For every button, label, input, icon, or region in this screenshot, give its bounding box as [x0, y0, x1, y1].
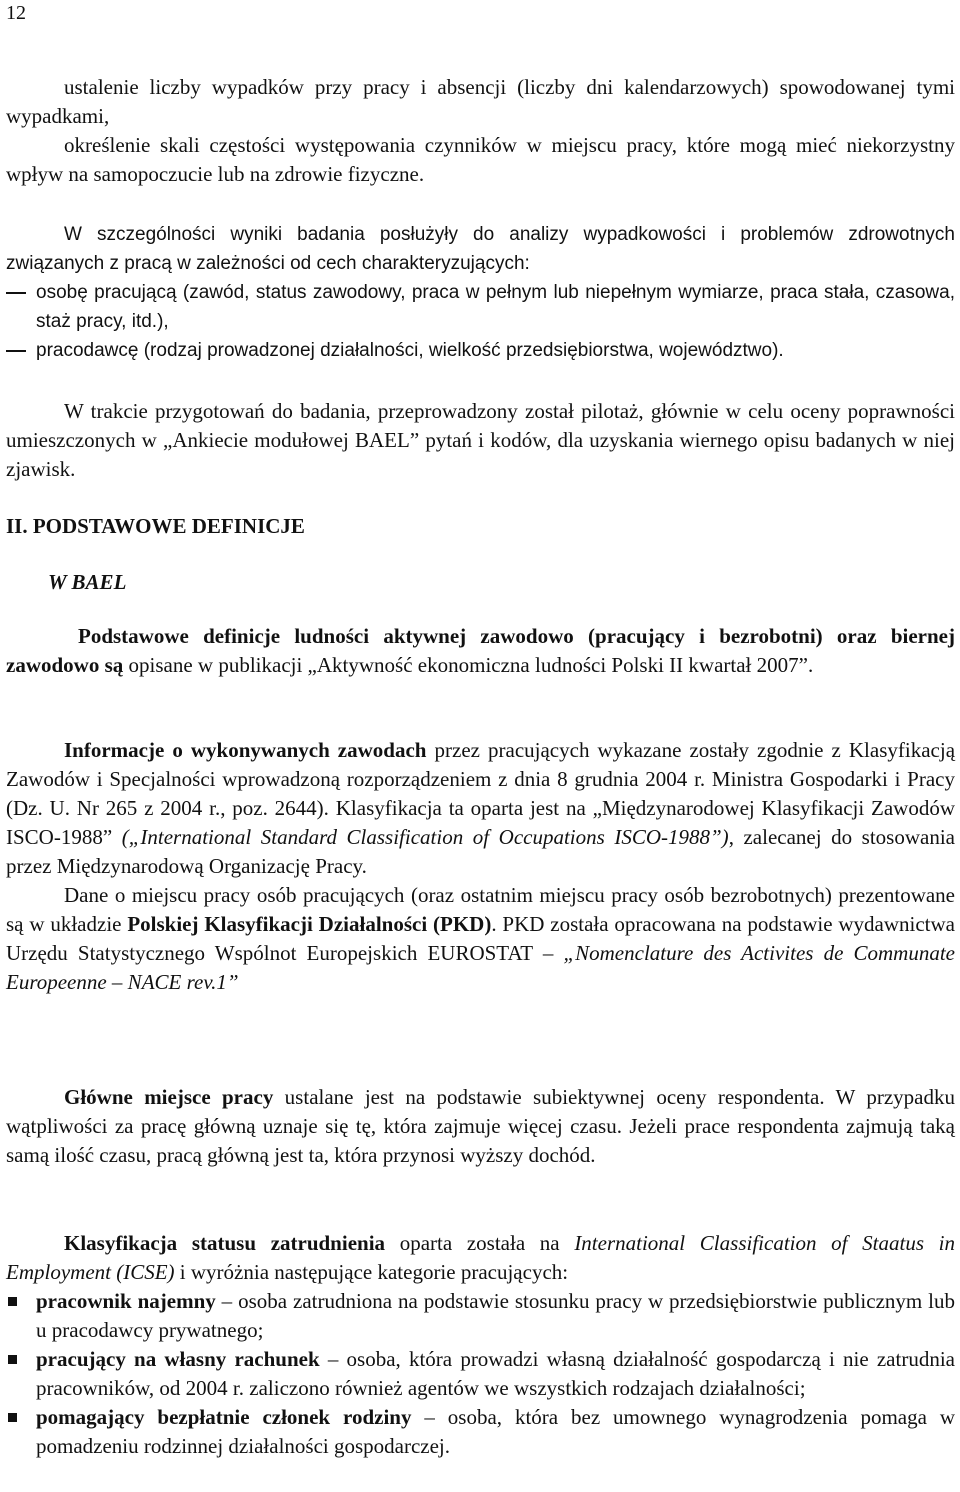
analysis-intro: W szczególności wyniki badania posłużyły do analizy wypadkowości i problemów zdrowotnych związanych z pracą w zależności od cech charakteryzujących:: [6, 224, 955, 274]
dash-bullet: [6, 350, 26, 352]
square-bullet: [8, 1413, 17, 1422]
subsection-heading: [48, 568, 648, 597]
list-item: pracownik najemny – osoba zatrudniona na podstawie stosunku pracy w przedsiębiorstwie publicznym lub u pracodawcy prywatnego;: [6, 1287, 955, 1345]
paragraph-pilot: [6, 397, 955, 484]
list-item: pracodawcę (rodzaj prowadzonej działalności, wielkość przedsiębiorstwa, województwo).: [6, 336, 955, 365]
basic-definitions-text: Podstawowe definicje ludności aktywnej zawodowo (pracujący i bezrobotni) oraz biernej zawodowo są opisane w publikacji „Aktywność ekonomiczna ludności Polski II kwartał 2007”.: [6, 624, 955, 677]
list-item: pracujący na własny rachunek – osoba, która prowadzi własną działalność gospodarczą i nie zatrudnia pracowników, od 2004 r. zaliczono również agentów we wszystkich rodzajach działalności;: [6, 1345, 955, 1403]
paragraph-basic-definitions: [6, 622, 955, 680]
goal-line: określenie skali częstości występowania czynników w miejscu pracy, które mogą mieć niekorzystny wpływ na samopoczucie lub na zdrowie fizyczne.: [6, 133, 955, 186]
paragraph-occupations: [6, 736, 955, 997]
page-number: 12: [6, 2, 26, 24]
paragraph-analysis: [6, 220, 955, 365]
square-bullet: [8, 1297, 17, 1306]
employment-categories-list: [6, 1287, 955, 1461]
section-title: II. PODSTAWOWE DEFINICJE: [6, 514, 305, 538]
paragraph-survey-goals: [6, 73, 955, 189]
workplace-text: Dane o miejscu pracy osób pracujących (oraz ostatnim miejscu pracy osób bezrobotnych) prezentowane są w układzie Polskiej Klasyfikacji Działalności (PKD). PKD została opracowana na podstawie wydawnictwa Urzędu Statystycznego Wspólnot Europejskich EUROSTAT – „Nomenclature des Activites de Communate Europeenne – NACE rev.1”: [6, 883, 955, 994]
list-item: pomagający bezpłatnie członek rodziny – osoba, która bez umownego wynagrodzenia pomaga w pomadzeniu rodzinnej działalności gospodarczej.: [6, 1403, 955, 1461]
paragraph-employment-status: [6, 1229, 955, 1461]
square-bullet: [8, 1355, 17, 1364]
goal-line: ustalenie liczby wypadków przy pracy i absencji (liczby dni kalendarzowych) spowodowanej tymi wypadkami,: [6, 75, 955, 128]
main-workplace-text: Główne miejsce pracy ustalane jest na podstawie subiektywnej oceny respondenta. W przypadku wątpliwości za pracę główną uznaje się tę, która zajmuje więcej czasu. Jeżeli prace respondenta zajmują taką samą ilość czasu, pracą główną jest ta, która przynosi wyższy dochód.: [6, 1085, 955, 1167]
subsection-title: W BAEL: [48, 570, 127, 594]
section-heading: [6, 512, 955, 541]
dash-bullet: [6, 292, 26, 294]
employment-status-intro: Klasyfikacja statusu zatrudnienia oparta została na International Classification of Staatus in Employment (ICSE) i wyróżnia następujące kategorie pracujących:: [6, 1231, 956, 1284]
characteristics-list: [6, 278, 955, 365]
occupations-text: Informacje o wykonywanych zawodach przez pracujących wykazane zostały zgodnie z Klasyfikacją Zawodów i Specjalności wprowadzoną rozporządzeniem z dnia 8 grudnia 2004 r. Ministra Gospodarki i Pracy (Dz. U. Nr 265 z 2004 r., poz. 2644). Klasyfikacja ta oparta jest na „Międzynarodowej Klasyfikacji Zawodów ISCO-1988” („International Standard Classification of Occupations ISCO-1988”), zalecanej do stosowania przez Międzynarodową Organizację Pracy.: [6, 738, 956, 878]
paragraph-main-workplace: [6, 1083, 955, 1170]
list-item: osobę pracującą (zawód, status zawodowy, praca w pełnym lub niepełnym wymiarze, praca stała, czasowa, staż pracy, itd.),: [6, 278, 955, 336]
pilot-text: W trakcie przygotowań do badania, przeprowadzony został pilotaż, głównie w celu oceny poprawności umieszczonych w „Ankiecie modułowej BAEL” pytań i kodów, dla uzyskania wiernego opisu badanych w niej zjawisk.: [6, 399, 955, 481]
